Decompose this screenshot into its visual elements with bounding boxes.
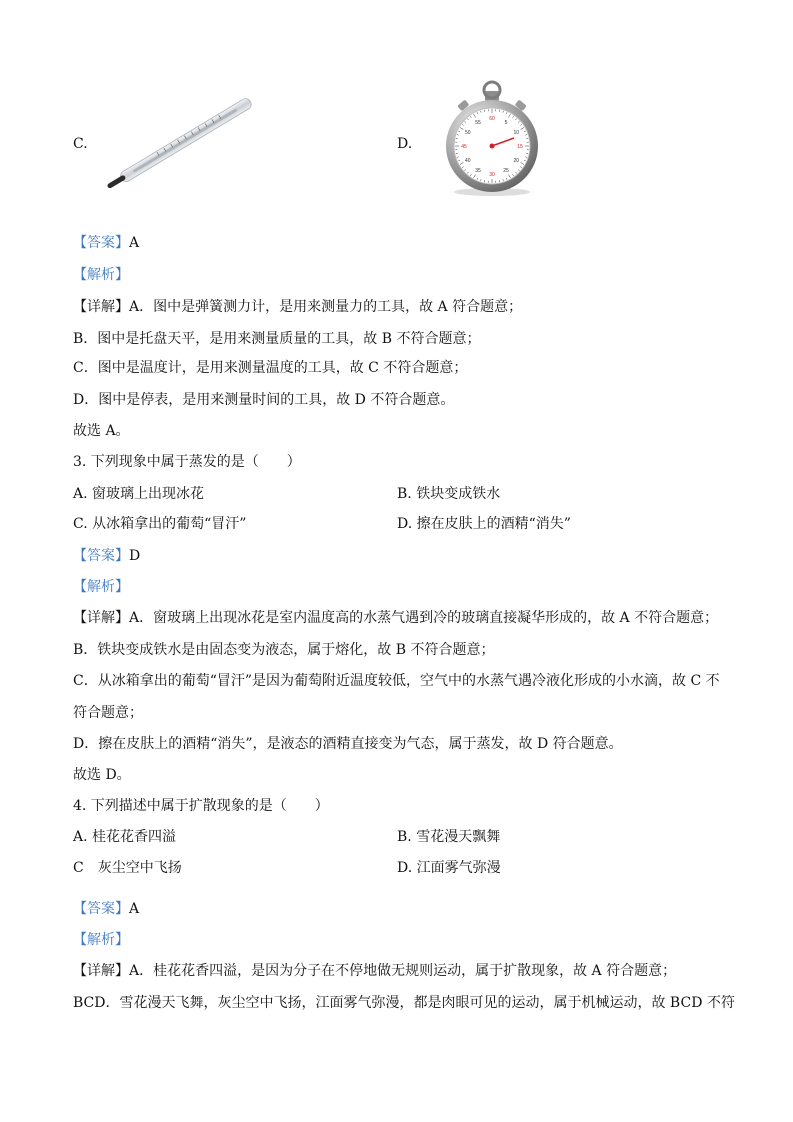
detail-text: A．桂花花香四溢，是因为分子在不停地做无规则运动，属于扩散现象，故 A 符合题意； xyxy=(129,963,677,979)
q3-detail-line-5: D．擦在皮肤上的酒精“消失”，是液态的酒精直接变为气态，属于蒸发，故 D 符合题意。 xyxy=(73,736,623,752)
q4-option-c: C 灰尘空中飞扬 xyxy=(73,860,182,876)
q3-detail-line-1 xyxy=(73,608,718,628)
q4-detail-line-2: BCD．雪花漫天飞舞，灰尘空中飞扬，江面雾气弥漫，都是肉眼可见的运动，属于机械运动，故 BCD 不符 xyxy=(73,995,735,1011)
q3-detail-line-3: C．从冰箱拿出的葡萄“冒汗”是因为葡萄附近温度较低，空气中的水蒸气遇冷液化形成的小水滴，故 C 不 xyxy=(73,673,720,689)
q3-option-b: B. 铁块变成铁水 xyxy=(397,486,501,502)
q3-conclusion: 故选 D。 xyxy=(73,767,131,783)
option-d-label: D. xyxy=(397,136,413,152)
stopwatch-number: 15 xyxy=(517,144,523,150)
stopwatch-number: 35 xyxy=(475,168,481,175)
q4-answer xyxy=(73,899,139,919)
detail-text: A．窗玻璃上出现冰花是室内温度高的水蒸气遇到冷的玻璃直接凝华形成的，故 A 不符合题意； xyxy=(129,610,719,626)
stopwatch-image xyxy=(440,80,545,198)
q3-analysis-tag: 【解析】 xyxy=(73,579,129,595)
q2-detail-line-1 xyxy=(73,297,522,317)
q4-detail-line-1 xyxy=(73,961,676,981)
detail-tag: 【详解】 xyxy=(73,610,129,626)
q4-analysis-tag: 【解析】 xyxy=(73,932,129,948)
answer-tag: 【答案】 xyxy=(73,548,129,564)
thermometer-image xyxy=(105,92,270,188)
q3-option-a: A. 窗玻璃上出现冰花 xyxy=(73,486,205,502)
answer-tag: 【答案】 xyxy=(73,235,129,251)
q3-detail-line-4: 符合题意； xyxy=(73,705,143,721)
q3-detail-line-2: B．铁块变成铁水是由固态变为液态，属于熔化，故 B 不符合题意； xyxy=(73,642,495,658)
detail-tag: 【详解】 xyxy=(73,963,129,979)
stopwatch-number: 60 xyxy=(489,116,495,122)
stopwatch-number: 55 xyxy=(475,119,481,126)
q3-answer xyxy=(73,546,140,566)
q2-detail-line-4: D．图中是停表，是用来测量时间的工具，故 D 不符合题意。 xyxy=(73,392,455,408)
detail-text: A．图中是弹簧测力计，是用来测量力的工具，故 A 符合题意； xyxy=(129,299,523,315)
stopwatch-number: 10 xyxy=(513,130,520,136)
answer-tag: 【答案】 xyxy=(73,901,129,917)
q2-answer xyxy=(73,233,139,253)
q4-option-a: A. 桂花花香四溢 xyxy=(73,829,177,845)
stopwatch-number: 25 xyxy=(503,168,509,175)
q3-option-c: C. 从冰箱拿出的葡萄“冒汗” xyxy=(73,516,247,532)
stopwatch-number: 20 xyxy=(513,158,520,164)
q3-option-d: D. 擦在皮肤上的酒精“消失” xyxy=(397,516,571,532)
q2-detail-line-2: B．图中是托盘天平，是用来测量质量的工具，故 B 不符合题意； xyxy=(73,331,481,347)
answer-value: A xyxy=(129,901,140,917)
q4-stem: 4. 下列描述中属于扩散现象的是（ ） xyxy=(73,798,329,814)
answer-value: D xyxy=(129,548,141,564)
q4-option-b: B. 雪花漫天飘舞 xyxy=(397,829,501,845)
q2-analysis-tag: 【解析】 xyxy=(73,267,129,283)
q3-stem: 3. 下列现象中属于蒸发的是（ ） xyxy=(73,454,301,470)
answer-value: A xyxy=(129,235,140,251)
stopwatch-number: 40 xyxy=(464,158,471,164)
stopwatch-number: 50 xyxy=(464,130,471,136)
stopwatch-number: 45 xyxy=(461,144,467,150)
option-c-label: C. xyxy=(73,136,88,152)
stopwatch-number: 30 xyxy=(489,172,495,178)
stopwatch-number: 5 xyxy=(504,119,508,126)
q2-conclusion: 故选 A。 xyxy=(73,423,130,439)
detail-tag: 【详解】 xyxy=(73,299,129,315)
q4-option-d: D. 江面雾气弥漫 xyxy=(397,860,501,876)
q2-detail-line-3: C．图中是温度计，是用来测量温度的工具，故 C 不符合题意； xyxy=(73,360,468,376)
